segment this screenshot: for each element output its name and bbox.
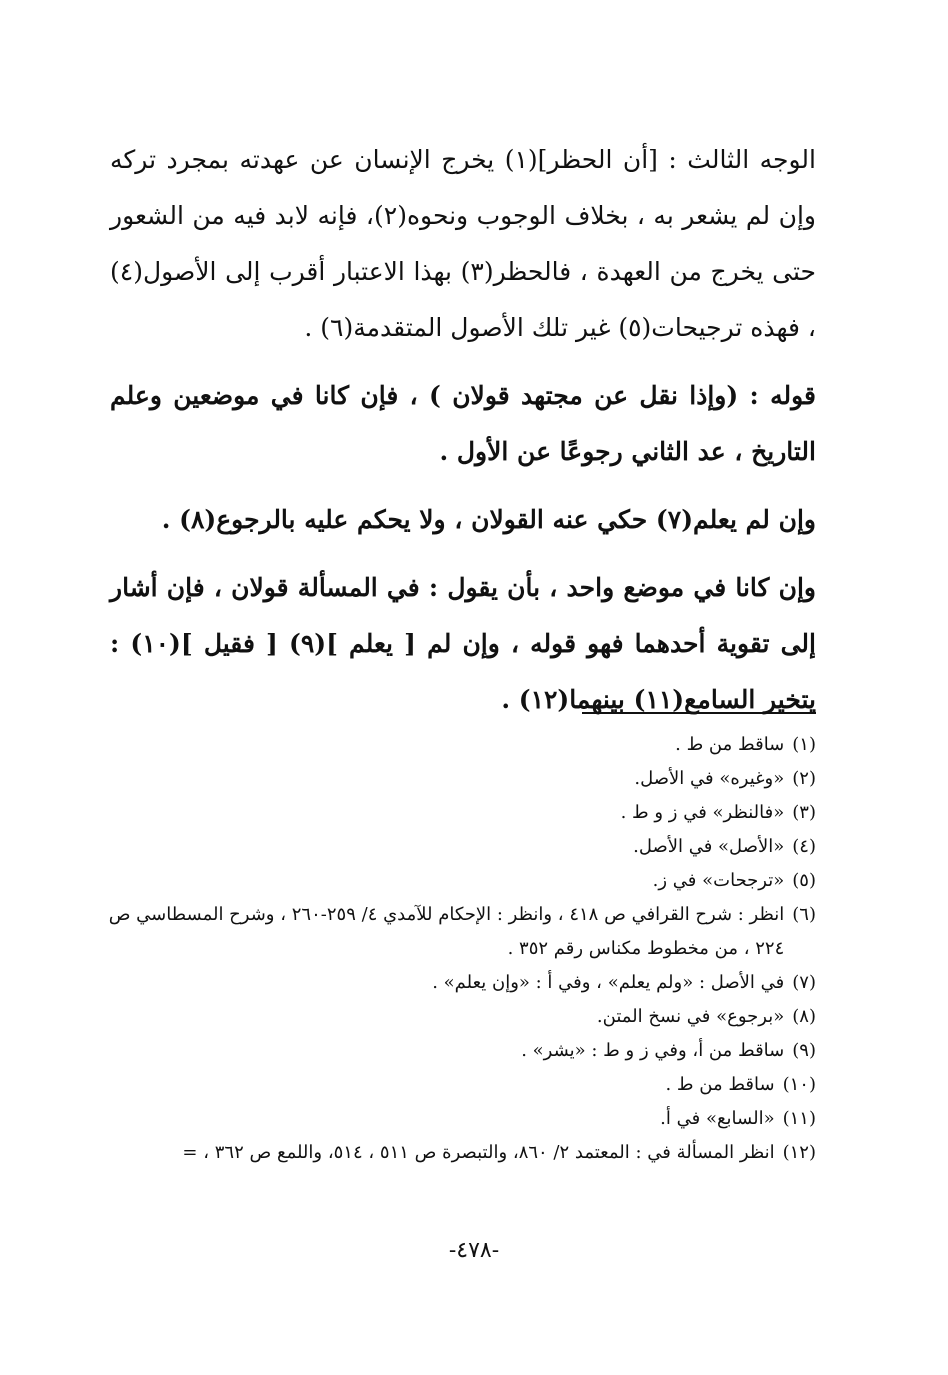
paragraph-third-aspect: الوجه الثالث : [أن الحظر](١) يخرج الإنسان عن عهدته بمجرد تركه وإن لم يشعر به ، بخلاف الوجوب ونحوه(٢)، فإنه لابد فيه من الشعور حتى يخرج من العهدة ، فالحظر(٣) بهذا الاعتبار أقرب إلى الأصول(٤) ، فهذه ترجيحات(٥) غير تلك الأصول المتقدمة(٦) . — [110, 145, 816, 342]
footnote-number: (١١) — [782, 1108, 816, 1129]
footnotes — [100, 728, 816, 1170]
footnote-text: «ترجحات» في ز. — [652, 870, 785, 891]
paragraph-unknown-date: وإن لم يعلم(٧) حكي عنه القولان ، ولا يحكم عليه بالرجوع(٨) . — [161, 505, 816, 534]
footnote-text: ساقط من أ، وفي ز و ط : «يشر» . — [521, 1040, 785, 1061]
footnote — [100, 1000, 816, 1034]
footnote-text: في الأصل : «ولم يعلم» ، وفي أ : «وإن يعلم» . — [432, 972, 785, 993]
footnote-text: انظر : شرح القرافي ص ٤١٨ ، وانظر : الإحكام للآمدي ٤/ ٢٥٩-٢٦٠ ، وشرح المسطاسي ص ٢٢٤ ، من مخطوط مكناس رقم ٣٥٢ . — [108, 904, 785, 959]
footnote — [100, 898, 816, 966]
footnote-text: انظر المسألة في : المعتمد ٢/ ٨٦٠، والتبصرة ص ٥١١ ، ٥١٤، واللمع ص ٣٦٢ ، = — [182, 1142, 775, 1163]
footnote-number: (٥) — [792, 870, 816, 891]
footnote-text: «فالنظر» في ز و ط . — [620, 802, 785, 823]
footnote-number: (١٢) — [782, 1142, 816, 1163]
footnote — [100, 796, 816, 830]
footnote — [100, 864, 816, 898]
footnote-text: «الأصل» في الأصل. — [633, 836, 785, 857]
main-text — [110, 132, 816, 740]
footnote — [100, 830, 816, 864]
footnote-number: (١) — [792, 734, 816, 755]
footnote-separator — [582, 712, 816, 714]
footnote-text: «وغيره» في الأصل. — [634, 768, 785, 789]
page-number: -٤٧٨- — [448, 1238, 500, 1263]
paragraph-same-place: وإن كانا في موضع واحد ، بأن يقول : في المسألة قولان ، فإن أشار إلى تقوية أحدهما فهو قوله ، وإن لم [ يعلم ](٩) [ فقيل ](١٠) : يتخير السامع(١١) بينهما(١٢) . — [110, 573, 816, 714]
footnote-number: (٢) — [792, 768, 816, 789]
footnote-number: (٣) — [792, 802, 816, 823]
footnote — [100, 966, 816, 1000]
footnote-text: «برجوع» في نسخ المتن. — [596, 1006, 785, 1027]
footnote — [100, 1034, 816, 1068]
footnote-number: (٧) — [792, 972, 816, 993]
footnote — [100, 762, 816, 796]
footnote — [100, 1136, 816, 1170]
footnote-number: (٤) — [792, 836, 816, 857]
paragraph-two-opinions: قوله : (وإذا نقل عن مجتهد قولان ) ، فإن كانا في موضعين وعلم التاريخ ، عد الثاني رجوعًا عن الأول . — [110, 381, 816, 466]
footnote-number: (٨) — [792, 1006, 816, 1027]
footnote-text: «السابع» في أ. — [660, 1108, 775, 1129]
footnote-number: (٦) — [792, 904, 816, 925]
footnote-number: (١٠) — [782, 1074, 816, 1095]
footnote-text: ساقط من ط . — [675, 734, 785, 755]
footnote-number: (٩) — [792, 1040, 816, 1061]
footnote — [100, 1068, 816, 1102]
footnote — [100, 728, 816, 762]
footnote — [100, 1102, 816, 1136]
footnote-text: ساقط من ط . — [665, 1074, 775, 1095]
